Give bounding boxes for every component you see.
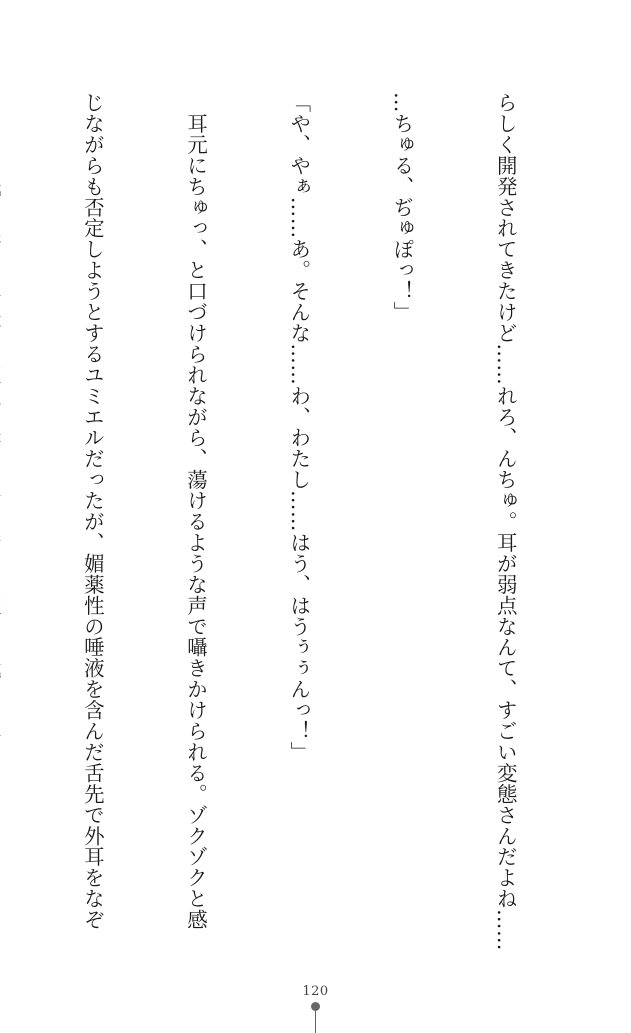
page-number: 120 [302, 984, 329, 999]
text-line: …ちゅる、ぢゅぽっ！」 [389, 92, 414, 323]
text-line: 耳元にちゅっ、と口づけられながら、蕩けるような声で囁きかけられる。ゾクゾクと感 [183, 92, 208, 930]
text-line: 「や、やぁ……あ。そんな……わ、わたし……はう、はうぅぅんっ！」 [286, 92, 311, 763]
page-marker-line [315, 1010, 316, 1033]
page-footer [0, 980, 631, 999]
vertical-text-block [31, 92, 591, 951]
text-line: じながらも否定しようとするユミエルだったが、媚薬性の唾液を含んだ舌先で外耳をなぞ [80, 92, 105, 930]
text-line: らしく開発されてきたけど……れろ、んちゅ。耳が弱点なんて、すごい変態さんだよね…… [493, 92, 518, 951]
text-line [0, 92, 6, 942]
